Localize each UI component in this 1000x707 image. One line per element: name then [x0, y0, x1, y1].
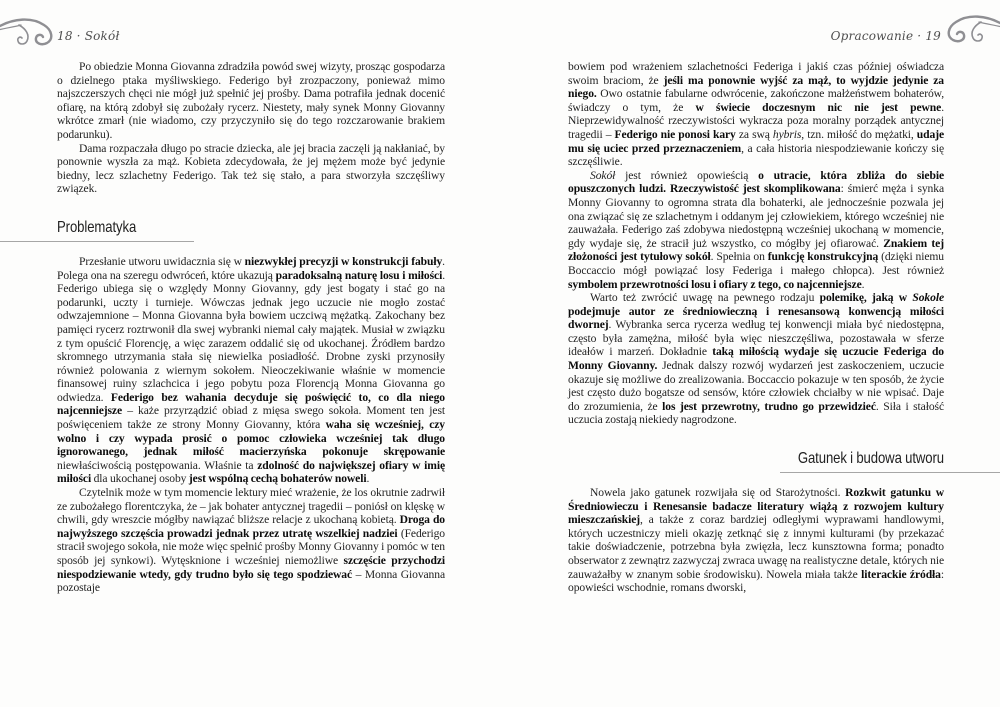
text-segment: jest wspólną cechą bohaterów noweli: [188, 472, 367, 486]
text-segment: polemikę, jaką w: [819, 291, 913, 305]
text-segment: w świecie doczesnym nic nie jest pewne: [695, 100, 942, 114]
text-segment: .: [366, 472, 370, 486]
text-segment: Czytelnik może w tym momencie lektury mieć wrażenie, że los okrutnie zadrwił ze zubożałego florentczyka, że – jak bohater antycznej tragedii – poniósł on klęskę w chwili, gdy wreszcie mógłby nawiązać bliższe relacje z ukochaną kobietą.: [57, 486, 445, 527]
text-segment: – każe przyrządzić obiad z mięsa swego sokoła. Moment ten jest poświęceniem także ze strony Monny Giovanny, która: [57, 404, 445, 432]
text-segment: waha się wcześniej, czy wolno i czy wypada prosić o pomoc człowieka wcześniej tak długo ignorowanego, jednak miłość macierzyńska pokonuje skrępowanie: [57, 418, 446, 459]
text-segment: bowiem pod wrażeniem szlachetności Federiga i jakiś czas później oświadcza swoim braciom, że: [568, 60, 944, 87]
page-right-column: [568, 60, 944, 595]
flourish-ornament-left-icon: [0, 14, 58, 52]
text-segment: szczęście przychodzi niespodziewanie wtedy, gdy trudno było się tego spodziewać: [57, 554, 445, 581]
text-segment: jest również opowieścią: [615, 168, 759, 182]
text-segment: Przesłanie utworu uwidacznia się w: [79, 254, 245, 268]
text-segment: hybris: [772, 127, 802, 141]
text-segment: (dzięki niemu Boccaccio mógł powiązać losy Federiga i małego chłopca). Jest również: [568, 250, 945, 277]
text-segment: , tzn. miłość do mężatki,: [801, 127, 917, 141]
body-paragraph: [57, 60, 445, 142]
text-segment: Nowela jako gatunek rozwijała się od Starożytności.: [590, 486, 846, 500]
text-segment: literackie źródła: [861, 567, 941, 581]
text-segment: funkcję konstrukcyjną: [767, 250, 879, 264]
text-segment: niewłaściwością postępowania. Właśnie ta: [57, 458, 258, 472]
text-segment: Droga do najwyższego szczęścia prowadzi jednak przez utratę wszelkiej nadziei: [57, 513, 445, 540]
text-segment: jeśli ma ponownie wyjść za mąż, to wyjdzie jedynie za niego.: [568, 73, 944, 101]
text-segment: Jednak dalszy rozwój wydarzeń jest zaskoczeniem, uczucie okazuje się możliwe do zrealizowania. Boccaccio pokazuje w ten sposób, że życie jest często dużo bogatsze od sensów, które człowiek chciałby w nie wpisać. Daje do zrozumienia, że: [568, 359, 944, 413]
text-segment: udaje mu się uciec przed przeznaczeniem: [568, 127, 944, 155]
heading-rule: [780, 472, 1000, 473]
text-segment: symbolem przewrotności losu i ofiary z tego, co najcenniejsze: [568, 277, 862, 291]
body-paragraph: [568, 291, 944, 427]
text-segment: Rozkwit gatunku w Średniowieczu i Renesansie badacze literatury wiążą z rozwojem kultury mieszczańskiej: [568, 486, 944, 527]
text-segment: .: [861, 277, 865, 291]
text-segment: taką miłością wydaje się uczucie Federiga do Monny Giovanny.: [568, 345, 944, 373]
body-paragraph: [568, 169, 944, 291]
text-segment: zdolność do największej ofiary w imię miłości: [57, 458, 446, 486]
text-segment: . Wybranka serca rycerza według tej konwencji miała być niedostępna, często była zamężna, miłość była więc nieszczęśliwa, pozostawała w sferze ideałów i marzeń. Dokładnie: [568, 318, 944, 359]
text-segment: Sokół: [590, 168, 616, 182]
section-heading-problematyka: Problematyka: [57, 218, 137, 236]
section-heading-block-problematyka: [57, 219, 445, 246]
body-paragraph: [57, 142, 445, 196]
section-heading-gatunek: Gatunek i budowa utworu: [797, 450, 944, 468]
body-paragraph: [568, 486, 944, 595]
text-segment: . Federigo ubiega się o względy Monny Giovanny, gdy jest bogaty i stać go na podarunki, uczty i turnieje. Wówczas jednak jego uczucie nie mogło zostać odwzajemnione – Monna Giovanna była bowiem uczciwą mężatką. Zakochany bez pamięci rycerz roztrwonił dla swej wybranki niemal cały majątek. Musiał w związku z tym opuścić Florencję, a więc zarazem oddalić się od ukochanej. Źródłem bardzo skromnego utrzymania stała się niewielka posiadłość. Drobne zyski przynosiły również polowania z wiernym sokołem. Nieoczekiwanie właśnie w momencie finansowej ruiny szlachcica i jego pobytu poza Florencją Monna Giovanna go odwiedza.: [57, 268, 445, 404]
text-segment: Warto też zwrócić uwagę na pewnego rodzaju: [590, 291, 820, 305]
body-paragraph: [568, 60, 944, 169]
text-segment: , a cała historia niespodziewanie kończy się szczęśliwie.: [568, 141, 944, 169]
heading-rule: [0, 241, 194, 242]
text-segment: o utracie, która zbliża do siebie opuszczonych ludzi. Rzeczywistość jest skomplikowana: [568, 168, 944, 196]
text-segment: – Monna Giovanna pozostaje: [57, 567, 445, 595]
running-header-left: 18 · Sokół: [57, 29, 120, 43]
text-segment: , a także z coraz bardziej odległymi wyprawami handlowymi, których uczestniczy mieli okazję zetknąć się z innymi kulturami (by przekazać takie doświadczenie, potrzebna była zwięzła, lecz kunsztowna forma; ponadto obserwator z zewnątrz zazwyczaj zwraca uwagę na realistyczne detale, których nie zauważałby w znanym sobie środowisku). Nowela miała także: [568, 513, 944, 581]
section-heading-block-gatunek: [568, 450, 944, 477]
text-segment: . Spełnia on: [710, 250, 768, 264]
text-segment: Federigo nie ponosi kary: [614, 127, 736, 141]
text-segment: Federigo bez wahania decyduje się poświęcić to, co dla niego najcenniejsze: [57, 390, 445, 418]
text-segment: . Polega ona na szeregu odwróceń, które ukazują: [57, 254, 445, 282]
text-segment: (Federigo stracił swojego sokoła, nie może więc spełnić prośby Monny Giovanny i pomóc w ten sposób jej synkowi). Wytęsknione i wcześniej niemożliwe: [57, 526, 445, 567]
running-header-right: Opracowanie · 19: [830, 29, 941, 43]
text-segment: Dama rozpaczała długo po stracie dziecka, ale jej bracia zaczęli ją nakłaniać, by ponownie wyszła za mąż. Kobieta zdecydowała, że jej mężem może być jedynie biedny, lecz szlachetny Federigo. Tak też się stało, a para stworzyła szczęśliwy związek.: [57, 141, 445, 196]
text-segment: : śmierć męża i synka Monny Giovanny to ogromna strata dla bohaterki, ale jednocześnie pozwala jej ona związać się ze szlachetnym i oddanym jej człowiekiem, którego wcześniej nie zauważała. Federigo zaś zdobywa niedostępną wcześniej ukochaną w momencie, gdy wydaje się, że stracił już wszystko, co mógłby jej ofiarować.: [568, 182, 944, 250]
text-segment: dla ukochanej osoby: [91, 472, 189, 486]
text-segment: Po obiedzie Monna Giovanna zdradziła powód swej wizyty, prosząc gospodarza o dzielnego ptaka myśliwskiego. Federigo był zrozpaczony, ponieważ mimo najszczerszych chęci nie mógł już spełnić jej prośby. Dama potrafiła jednak docenić ofiarę, na którą zdobył się zubożały rycerz. Niestety, mały synek Monny Giovanny wkrótce zmarł (nie wiadomo, czy przyczyniło się do tego rozczarowanie brakiem podarunku).: [57, 60, 445, 141]
text-segment: paradoksalną naturę losu i miłości: [275, 268, 443, 282]
text-segment: niezwykłej precyzji w konstrukcji fabuły: [244, 254, 443, 268]
flourish-ornament-right-icon: [942, 11, 1000, 49]
text-segment: los jest przewrotny, trudno go przewidzieć: [662, 399, 876, 413]
text-segment: Znakiem tej złożoności jest tytułowy sokół: [568, 236, 944, 264]
text-segment: za swą: [735, 127, 773, 141]
text-segment: podejmuje autor ze średniowieczną i renesansową konwencją miłości dwornej: [568, 304, 944, 332]
text-segment: Sokole: [912, 291, 944, 305]
text-segment: . Siła i stałość uczucia zostają niekiedy nagrodzone.: [568, 399, 944, 427]
body-paragraph: [57, 486, 445, 595]
text-segment: Owo ostatnie fabularne odwrócenie, zakończone małżeństwem bohaterów, świadczy o tym, że: [568, 87, 944, 114]
text-segment: . Nieprzewidywalność rzeczywistości wykracza poza moralny porządek antycznej tragedii –: [568, 100, 945, 141]
body-paragraph: [57, 255, 445, 486]
text-segment: : opowieści wschodnie, romans dworski,: [568, 567, 944, 595]
page-left-column: [57, 60, 445, 595]
